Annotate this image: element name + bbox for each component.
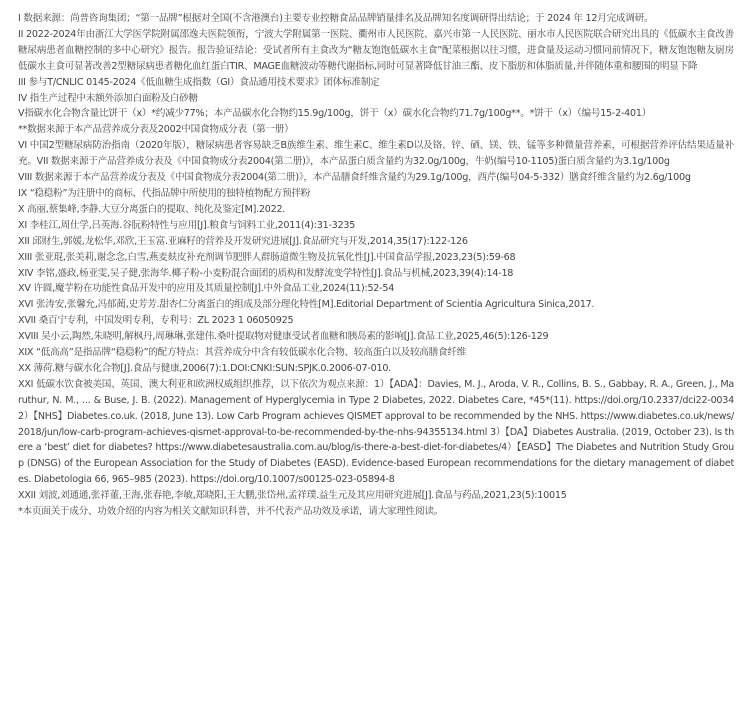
footnote-data-source: I 数据来源：尚普咨询集团；“第一品牌”根据对全国(不含港澳台)主要专业控糖食品品牌销量排名及品牌知名度调研得出结论；于 2024 年 12月完成调研。: [18, 13, 654, 24]
footnote-dietary-fiber: VIII 数据来源于本产品营养成分表及《中国食物成分表2004(第二册)》，本产品膳食纤维含量约为29.1g/100g，西芹(编号04-5-332）膳食纤维含量约为2.6g/100g: [18, 172, 691, 184]
footnote-gi-standard: III 参与T/CNLIC 0145-2024《低血糖生成指数（GI）食品通用技术要求》团体标准制定: [18, 76, 380, 88]
reference-almond-protein: XVI 张涛安,张馨允,冯郁蔺,史芳芳.甜杏仁分离蛋白的组成及部分理化特性[M].Editorial Department of Scientia Agricultura Sinica,2017.: [18, 299, 595, 311]
reference-mulberry-leaf: XVIII 吴小云,陶然,朱晓明,解枫丹,周琳琳,张建伟.桑叶提取物对健康受试者血糖和胰岛素的影响[J].食品工业,2025,46(5):126-129: [18, 331, 549, 343]
disclaimer: *本页面关于成分、功效介绍的内容为相关文献知识科普，并不代表产品功效及承诺，请大家理性阅读。: [18, 506, 444, 518]
reference-gluten: XI 李桂江,周仕学,吕英海.谷朊粉特性与应用[J].粮食与饲料工业,2011(4):31-3235: [18, 219, 356, 231]
reference-oat-bran: XIII 张亚琨,张美莉,谢念念,白雪,燕麦麸皮补充剂调节肥胖人群肠道微生物及抗氧化性[J].中国食品学报,2023,23(5):59-68: [18, 251, 516, 263]
reference-konjac: XV 许圆,魔芋粉在功能性食品开发中的应用及其质量控制[J].中外食品工业,2024(11):52-54: [18, 283, 395, 295]
reference-prebiotics: XXII 刘波,刘通通,张祥董,王海,张春艳,李敏,郑晓阳,王大鹏,张岱州,孟祥璞.益生元及其应用研究进展[J].食品与药品,2021,23(5):10015: [18, 490, 567, 502]
footnote-trademark: IX “稳稳粉”为注册中的商标，代指品牌中所使用的独特植物配方预拌粉: [18, 187, 311, 199]
reference-low-carb-recommendations: XXI 低碳水饮食被美国、英国、澳大利亚和欧洲权威组织推荐，以下依次为观点来源：1）【ADA】：Davies, M. J., Aroda, V. R., Collins, B. S., Gabbay, R. A., Green, J., Maruthur, N. M., ... & Buse, J. B. (2022). Management of Hyperglycemia in Type 2 Diabetes, 2022. Diabetes Care, *45*(11). https://doi.org/10.2337/dci22-0034 2）【NHS】Diabetes.co.uk. (2018, June 13). Low Carb Program achieves QISMET approval to be recommended by the NHS. https://www.diabetes.co.uk/news/2018/jun/low-carb-program-achieves-qismet-approval-to-be-recommended-by-the-nhs-94355134.html 3）【DA】Diabetes Australia. (2019, October 23). Is there a ‘best’ diet for diabetes? https://www.diabetesaustralia.com.au/blog/is-there-a-best-diet-for-diabetes/4）【EASD】The Diabetes and Nutrition Study Group (DNSG) of the European Association for the Study of Diabetes (EASD). Evidence-based European recommendations for the dietary management of diabetes. Diabetologia 66, 965–985 (2023). https://doi.org/10.1007/s00125-023-05894-8: [18, 378, 734, 486]
footnote-micronutrients-protein: VI 中国2型糖尿病防治指南（2020年版），糖尿病患者容易缺乏B族维生素、维生素C、维生素D以及铬、锌、硒、镁、铁、锰等多种微量营养素，可根据营养评估结果适量补充。VII 数据来源于产品营养成分表及《中国食物成分表2004(第二册)》，本产品蛋白质含量约为32.0g/100g，牛奶(编号10-1105)蛋白质含量约为3.1g/100g: [18, 140, 734, 168]
footnote-formula: XIX “低高高”是指品牌“稳稳粉”的配方特点：其营养成分中含有较低碳水化合物、较高蛋白以及较高膳食纤维: [18, 347, 467, 359]
footnote-clinical-study: II 2022-2024年由浙江大学医学院附属邵逸夫医院领衔，宁波大学附属第一医院、衢州市人民医院、嘉兴市第一人民医院、丽水市人民医院联合研究出具的《低碳水主食改善糖尿病患者血糖控制的多中心研究》报告。报告验证结论：受试者所有主食改为“糖友饱饱低碳水主食”配菜根据以往习惯，进食量及运动习惯同前情况下，糖友饱饱糖友厨房低碳水主食可显著改善2型糖尿病患者糖化血红蛋白TIR、MAGE血糖波动等糖代谢指标,同时可显著降低甘油三酯、皮下脂肪和体脂质量,并伴随体重和腰围的明显下降: [18, 28, 734, 72]
reference-sugar-carbs: XX 薄荷.糖与碳水化合物[J].食品与健康,2006(7):1.DOI:CNKI:SUN:SPJK.0.2006-07-010.: [18, 362, 391, 374]
footnote-carb-data-source: **数据来源于本产品营养成分表及2002中国食物成分表（第一册）: [18, 124, 294, 136]
reference-soy-protein: X 高丽,蔡集峰,李静.大豆分离蛋白的提取、纯化及鉴定[M].2022.: [18, 203, 286, 215]
reference-flaxseed: XII 邱财生,郭媛,龙松华,邓欣,王玉富.亚麻籽的营养及开发研究进展[J].食品研究与开发,2014,35(17):122-126: [18, 235, 468, 247]
reference-coconut-flour: XIV 李铭,盛政,杨亚雯,吴子健,张海华.椰子粉-小麦粉混合面团的质构和发酵流变学特性[J].食品与机械,2023,39(4):14-18: [18, 267, 514, 279]
footnote-carb-comparison: V指碳水化合物含量比饼干（x）*约减少77%；本产品碳水化合物约15.9g/100g，饼干（x）碳水化合物约71.7g/100g**。*饼干（x）（编号15-2-401）: [18, 108, 652, 120]
footnote-no-white-flour-sugar: IV 指生产过程中未额外添加白面粉及白砂糖: [18, 92, 198, 104]
reference-patent: XVII 桑百宁专利，中国发明专利，专利号：ZL 2023 1 06050925: [18, 315, 294, 327]
